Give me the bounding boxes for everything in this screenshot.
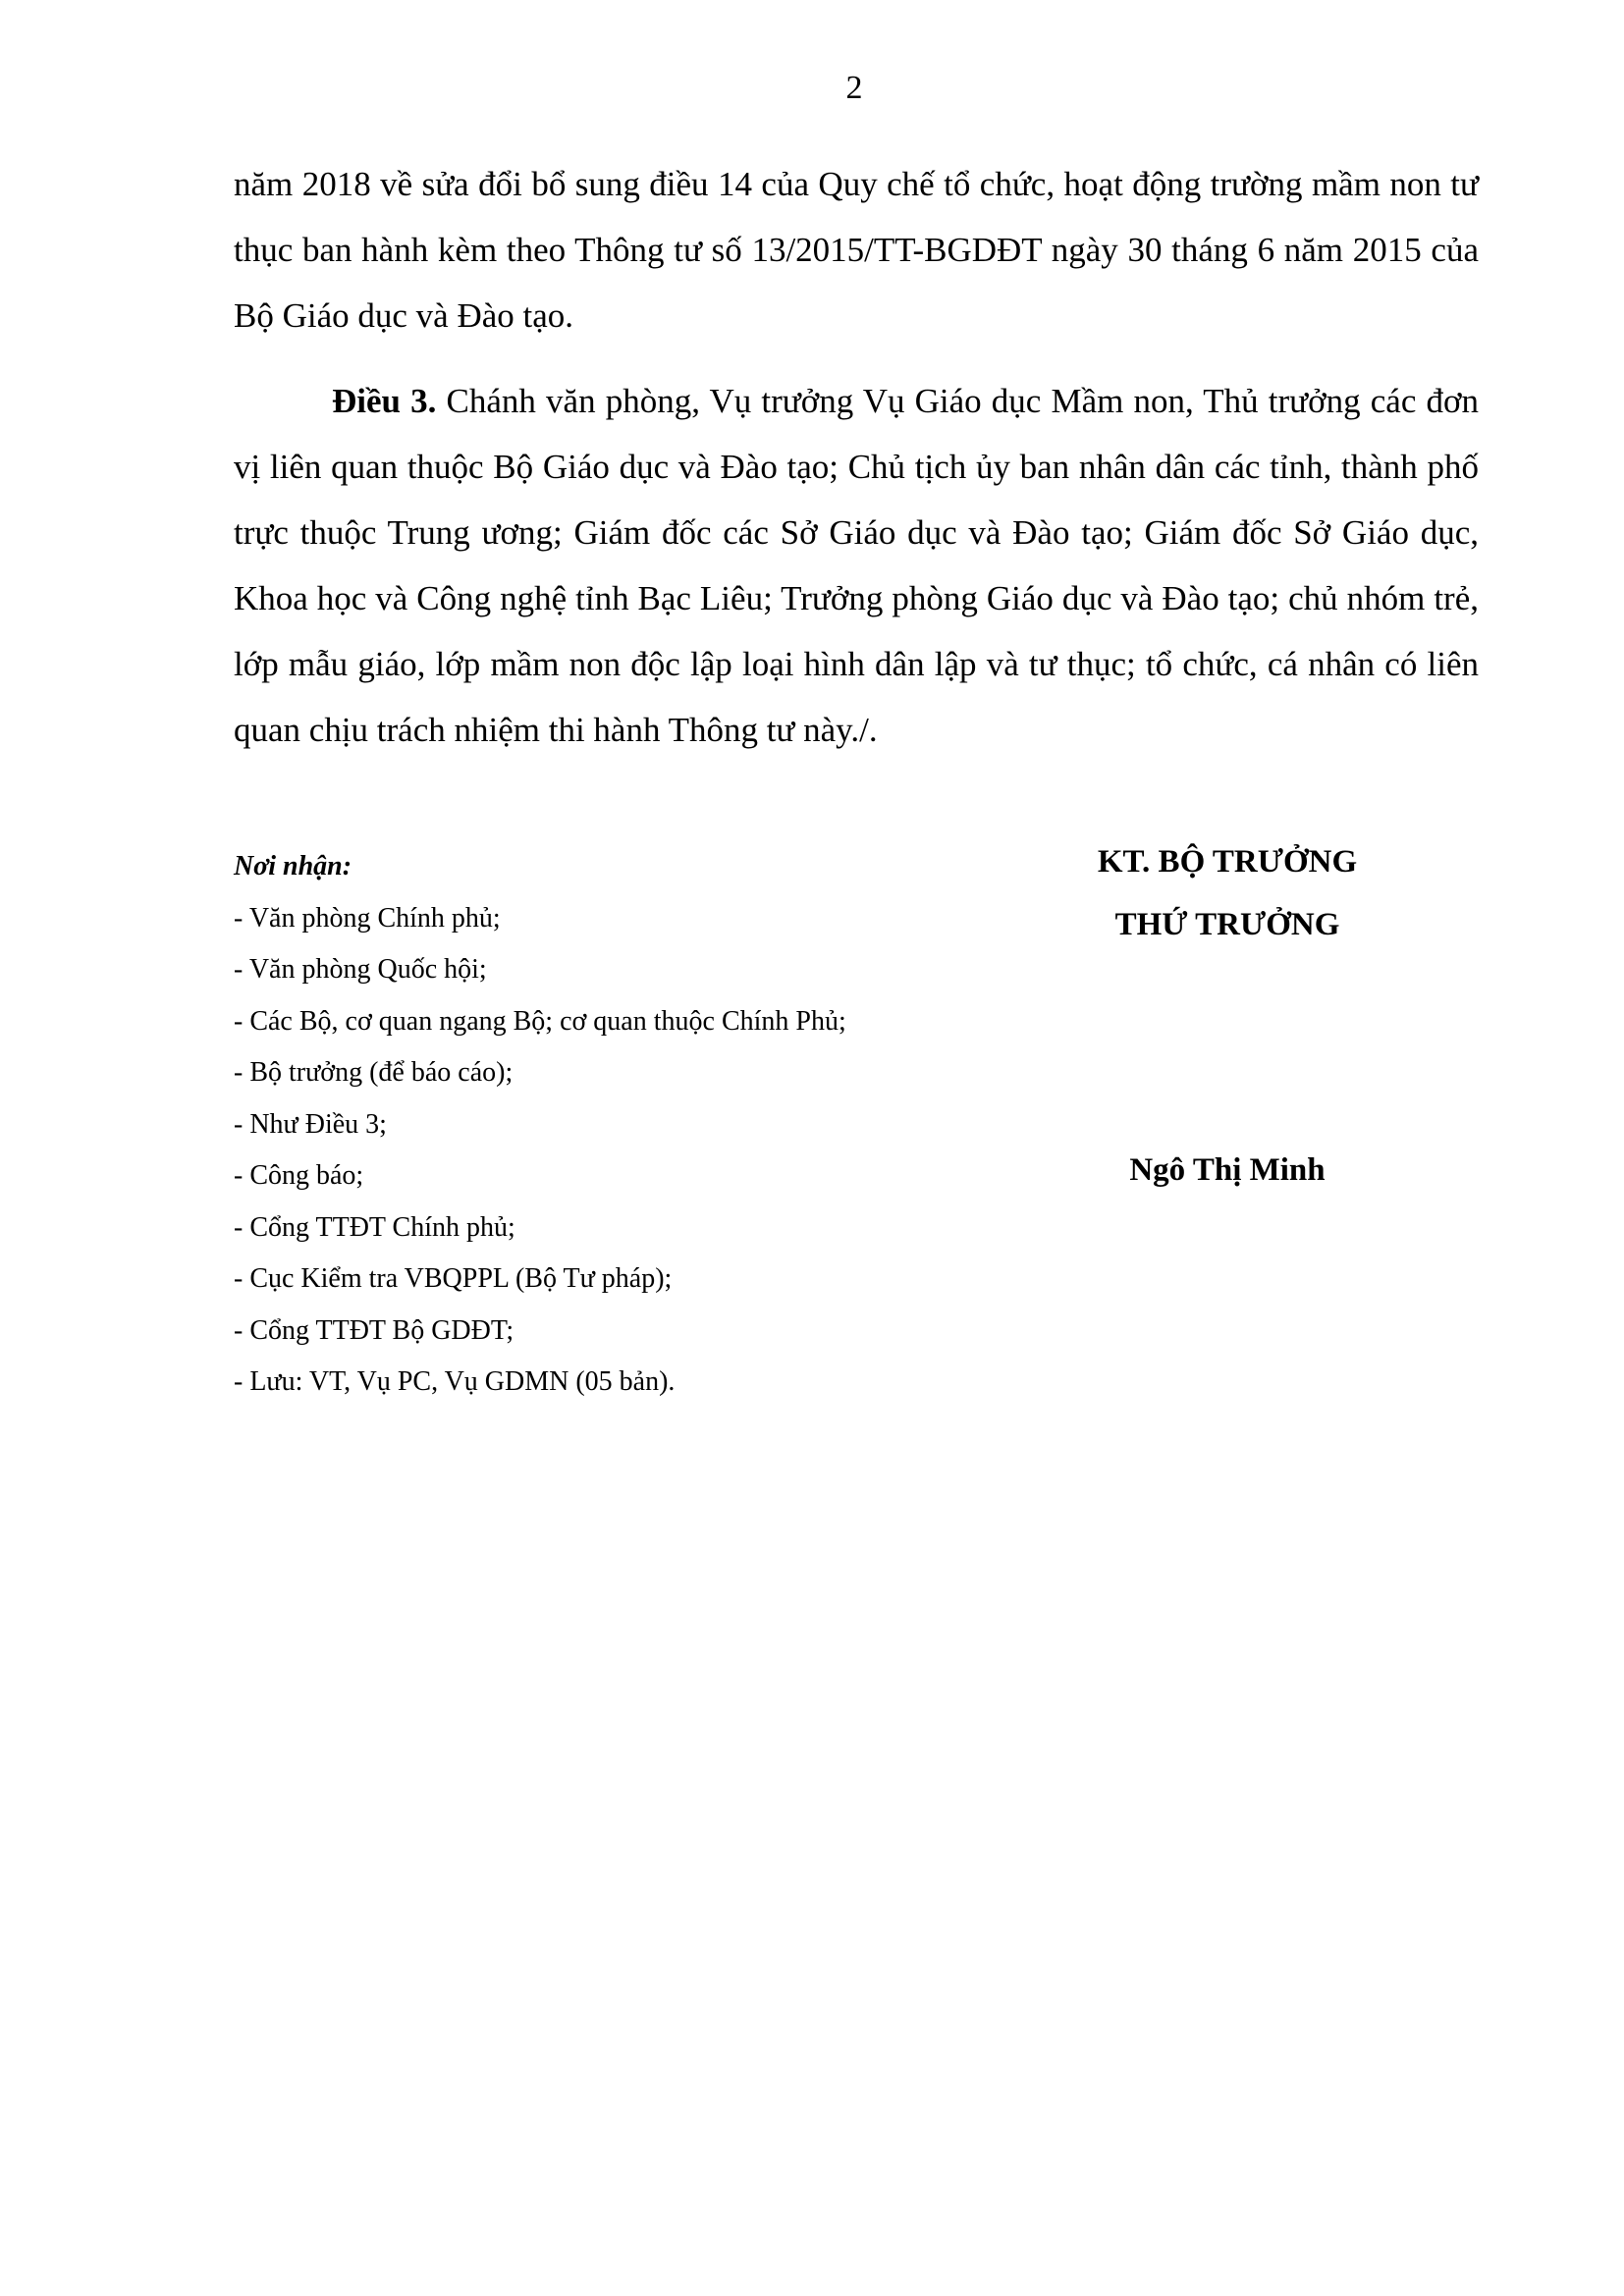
recipient-item: - Bộ trưởng (để báo cáo); [234,1057,514,1088]
recipient-item: - Các Bộ, cơ quan ngang Bộ; cơ quan thuộc Chính Phủ; [234,1005,846,1037]
page-number: 2 [845,70,863,106]
recipient-item: - Công báo; [234,1160,364,1191]
recipient-item: - Cổng TTĐT Chính phủ; [234,1211,515,1243]
paragraph-article-3 [234,368,1479,763]
recipients-heading: Nơi nhận: [234,851,352,881]
recipient-item: - Cục Kiểm tra VBQPPL (Bộ Tư pháp); [234,1263,673,1294]
signature-title-line-2: THỨ TRƯỞNG [1114,907,1340,942]
recipient-item: - Như Điều 3; [234,1108,387,1140]
paragraph-continuation: năm 2018 về sửa đổi bổ sung điều 14 của Quy chế tổ chức, hoạt động trường mầm non tư thục ban hành kèm theo Thông tư số 13/2015/TT-BGDĐT ngày 30 tháng 6 năm 2015 của Bộ Giáo dục và Đào tạo. [234,165,1479,335]
recipient-item: - Lưu: VT, Vụ PC, Vụ GDMN (05 bản). [234,1366,676,1397]
article-3-label: Điều 3. [332,382,437,420]
signer-name: Ngô Thị Minh [1129,1152,1326,1188]
signature-title-line-1: KT. BỘ TRƯỞNG [1097,844,1358,880]
article-3-text: Chánh văn phòng, Vụ trưởng Vụ Giáo dục Mầm non, Thủ trưởng các đơn vị liên quan thuộc Bộ Giáo dục và Đào tạo; Chủ tịch ủy ban nhân dân các tỉnh, thành phố trực thuộc Trung ương; Giám đốc các Sở Giáo dục và Đào tạo; Giám đốc Sở Giáo dục, Khoa học và Công nghệ tỉnh Bạc Liêu; Trưởng phòng Giáo dục và Đào tạo; chủ nhóm trẻ, lớp mẫu giáo, lớp mầm non độc lập loại hình dân lập và tư thục; tổ chức, cá nhân có liên quan chịu trách nhiệm thi hành Thông tư này./. [234,382,1479,749]
recipient-item: - Văn phòng Quốc hội; [234,954,487,985]
recipients-block [234,841,980,1409]
recipient-item: - Cổng TTĐT Bộ GDĐT; [234,1314,514,1346]
recipient-item: - Văn phòng Chính phủ; [234,902,501,934]
